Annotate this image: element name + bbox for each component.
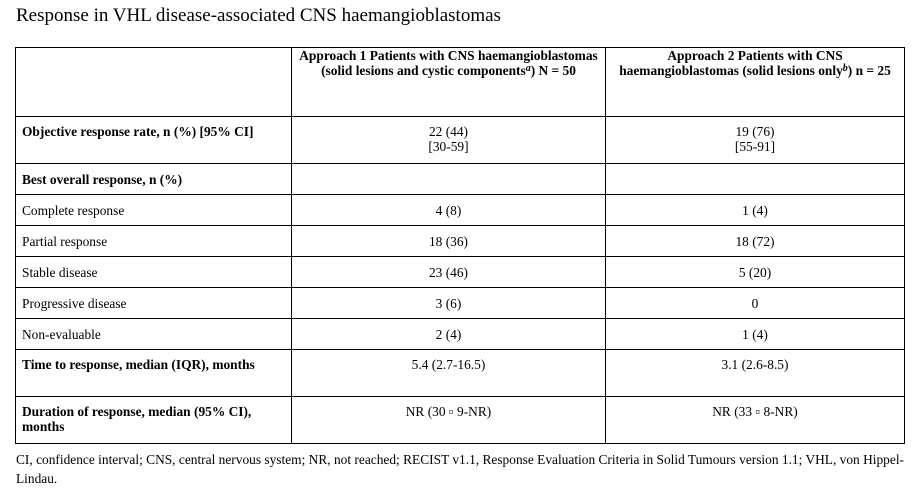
cell-approach-1: 3 (6): [292, 288, 606, 319]
cell-approach-2: 0: [606, 288, 905, 319]
cell-approach-2: 18 (72): [606, 226, 905, 257]
table-header-row: [16, 48, 905, 117]
cell-approach-2: 1 (4): [606, 195, 905, 226]
cell-approach-1: [292, 117, 606, 164]
table-row: [16, 117, 905, 164]
table-row: [16, 319, 905, 350]
cell-value: 22 (44): [428, 124, 469, 139]
table-title: Response in VHL disease-associated CNS haemangioblastomas: [16, 5, 501, 26]
table-row: [16, 164, 905, 195]
table-row: [16, 257, 905, 288]
cell-approach-2: [606, 164, 905, 195]
cell-approach-2: [606, 117, 905, 164]
row-label-duration-of-response: Duration of response, median (95% CI), months: [16, 397, 292, 444]
table-row: [16, 288, 905, 319]
header-blank-cell: [16, 48, 292, 117]
footnote-marker-a: a: [525, 63, 531, 74]
header-approach-2: [606, 48, 905, 117]
row-label-time-to-response: Time to response, median (IQR), months: [16, 350, 292, 397]
row-label-progressive-disease: Progressive disease: [16, 288, 292, 319]
table-footnote: CI, confidence interval; CNS, central nervous system; NR, not reached; RECIST v1.1, Response Evaluation Criteria in Solid Tumours version 1.1; VHL, von Hippel-Lindau.: [16, 452, 905, 486]
row-label-complete-response: Complete response: [16, 195, 292, 226]
cell-approach-1: 23 (46): [292, 257, 606, 288]
header-approach-1-n: ) N = 50: [530, 63, 576, 78]
response-table: [15, 47, 905, 444]
cell-approach-2: NR (33 ▫ 8-NR): [606, 397, 905, 444]
header-approach-1: [292, 48, 606, 117]
row-label-partial-response: Partial response: [16, 226, 292, 257]
table-row: [16, 195, 905, 226]
row-label-best-overall-response: Best overall response, n (%): [16, 164, 292, 195]
row-label-stable-disease: Stable disease: [16, 257, 292, 288]
table-row: [16, 397, 905, 444]
cell-approach-1: 18 (36): [292, 226, 606, 257]
row-label-objective-response: Objective response rate, n (%) [95% CI]: [16, 117, 292, 164]
cell-ci: [55-91]: [734, 139, 776, 154]
header-approach-2-text: Approach 2 Patients with CNS haemangioblastomas (solid lesions only: [619, 48, 843, 78]
row-label-non-evaluable: Non-evaluable: [16, 319, 292, 350]
cell-approach-2: 5 (20): [606, 257, 905, 288]
cell-approach-2: 1 (4): [606, 319, 905, 350]
cell-approach-1: [292, 164, 606, 195]
cell-approach-1: 2 (4): [292, 319, 606, 350]
header-approach-1-text: Approach 1 Patients with CNS haemangioblastomas (solid lesions and cystic components: [299, 48, 598, 78]
cell-value: 19 (76): [735, 124, 775, 139]
table-row: [16, 226, 905, 257]
cell-approach-1: NR (30 ▫ 9-NR): [292, 397, 606, 444]
table-row: [16, 350, 905, 397]
footnote-marker-b: b: [842, 63, 848, 74]
cell-approach-1: 5.4 (2.7-16.5): [292, 350, 606, 397]
cell-ci: [30-59]: [428, 139, 469, 154]
cell-approach-1: 4 (8): [292, 195, 606, 226]
header-approach-2-n: ) n = 25: [847, 63, 891, 78]
cell-approach-2: 3.1 (2.6-8.5): [606, 350, 905, 397]
